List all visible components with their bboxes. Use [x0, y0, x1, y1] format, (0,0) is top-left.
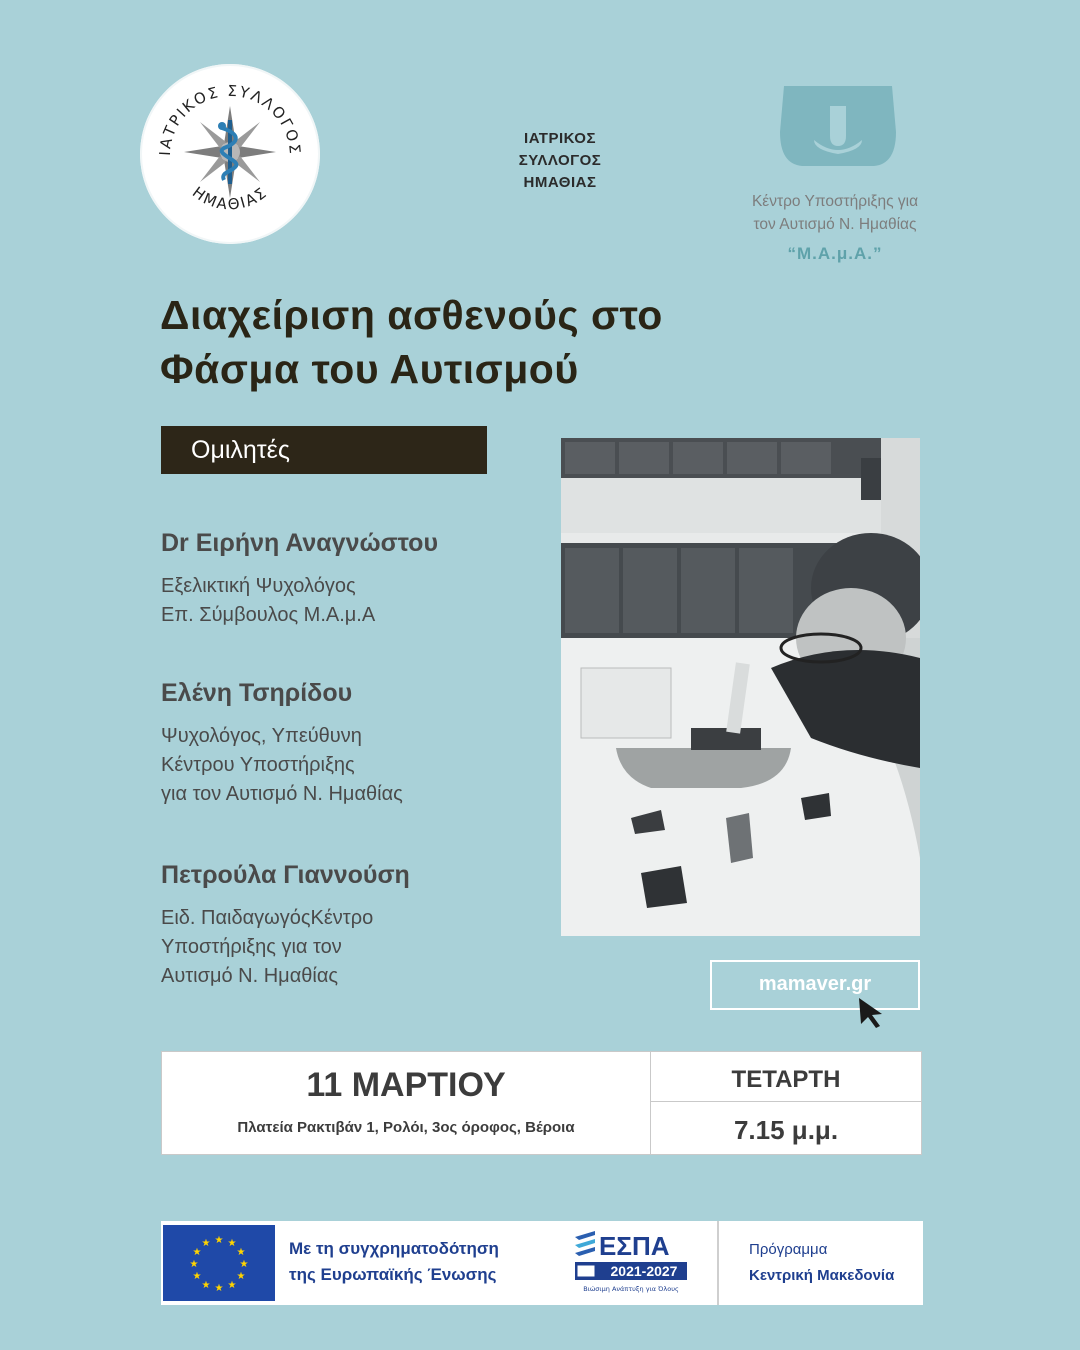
- speaker-role-line: Ψυχολόγος, Υπεύθυνη: [161, 725, 362, 747]
- speaker-name: Πετρούλα Γιαννούση: [161, 861, 410, 889]
- svg-text:★: ★: [192, 1271, 202, 1282]
- funding-footer: [161, 1221, 923, 1305]
- speaker-role-line: για τον Αυτισμό Ν. Ημαθίας: [161, 783, 403, 805]
- speaker-role-line: Εξελικτική Ψυχολόγος: [161, 575, 356, 597]
- eu-cofunding-line2: της Ευρωπαϊκής Ένωσης: [289, 1265, 497, 1284]
- footer-divider: [717, 1221, 719, 1305]
- speaker-role-line: Επ. Σύμβουλος Μ.Α.μ.Α: [161, 604, 376, 626]
- speakers-heading: Ομιλητές: [161, 426, 487, 474]
- event-date: 11 ΜΑΡΤΙΟΥ: [306, 1066, 506, 1104]
- speaker-role: [161, 904, 541, 991]
- event-day: ΤΕΤΑΡΤΗ: [651, 1052, 921, 1102]
- svg-text:★: ★: [192, 1247, 202, 1258]
- speaker-role-line: Αυτισμό Ν. Ημαθίας: [161, 965, 339, 987]
- svg-text:★: ★: [239, 1259, 249, 1270]
- association-name-line: ΣΥΛΛΟΓΟΣ: [518, 152, 602, 169]
- svg-text:★: ★: [201, 1280, 211, 1291]
- page-title: [160, 288, 860, 396]
- speaker-name: Dr Ειρήνη Αναγνώστου: [161, 529, 438, 557]
- svg-text:★: ★: [214, 1235, 224, 1246]
- event-date-cell: [162, 1052, 651, 1154]
- title-line1: Διαχείριση ασθενούς στο: [160, 292, 663, 338]
- website-link[interactable]: mamaver.gr: [710, 960, 920, 1010]
- espa-tagline: Βιώσιμη Ανάπτυξη για Όλους: [583, 1285, 679, 1293]
- association-name-line: ΗΜΑΘΙΑΣ: [523, 174, 597, 191]
- program-region: Κεντρική Μακεδονία: [749, 1267, 895, 1284]
- speaker-name: Ελένη Τσηρίδου: [161, 679, 353, 707]
- association-name-line: ΙΑΤΡΙΚΟΣ: [524, 130, 596, 147]
- support-center-name-line1: Κέντρο Υποστήριξης για: [751, 193, 919, 210]
- event-details-table: [161, 1051, 922, 1155]
- espa-logo: [571, 1229, 691, 1299]
- event-address: Πλατεία Ρακτιβάν 1, Ρολόι, 3ος όροφος, Βέροια: [237, 1119, 575, 1136]
- svg-text:★: ★: [236, 1247, 246, 1258]
- espa-title: ΕΣΠΑ: [599, 1231, 670, 1261]
- support-center-abbr: “Μ.Α.μ.Α.”: [787, 244, 883, 263]
- logo-ring-top-text: ΙΑΤΡΙΚΟΣ ΣΥΛΛΟΓΟΣ: [155, 81, 305, 157]
- medical-association-logo: [140, 64, 320, 244]
- child-playing-photo: [561, 438, 920, 936]
- espa-years: 2021-2027: [610, 1263, 678, 1279]
- logo-ring-bottom-text: ΗΜΑΘΙΑΣ: [188, 183, 272, 214]
- support-center-name-line2: τον Αυτισμό Ν. Ημαθίας: [753, 216, 917, 233]
- speaker-role: [161, 722, 541, 809]
- svg-text:★: ★: [236, 1271, 246, 1282]
- svg-text:★: ★: [189, 1259, 199, 1270]
- speaker-role-line: Ειδ. ΠαιδαγωγόςΚέντρο: [161, 907, 374, 929]
- event-time: 7.15 μ.μ.: [733, 1115, 839, 1145]
- speaker-role-line: Κέντρου Υποστήριξης: [161, 754, 355, 776]
- eu-cofunding-line1: Με τη συγχρηματοδότηση: [289, 1239, 499, 1258]
- mama-center-logo: [778, 80, 898, 180]
- title-line2: Φάσμα του Αυτισμού: [160, 346, 579, 392]
- program-label: Πρόγραμμα: [749, 1241, 828, 1258]
- cursor-arrow-icon: [856, 996, 886, 1030]
- svg-text:★: ★: [227, 1280, 237, 1291]
- speaker-role-line: Υποστήριξης για τον: [161, 936, 342, 958]
- svg-text:★: ★: [227, 1238, 237, 1249]
- speaker-role: [161, 572, 541, 630]
- svg-text:★: ★: [201, 1238, 211, 1249]
- svg-text:★: ★: [214, 1283, 224, 1294]
- association-name: [490, 128, 630, 194]
- eu-flag-icon: [163, 1225, 275, 1301]
